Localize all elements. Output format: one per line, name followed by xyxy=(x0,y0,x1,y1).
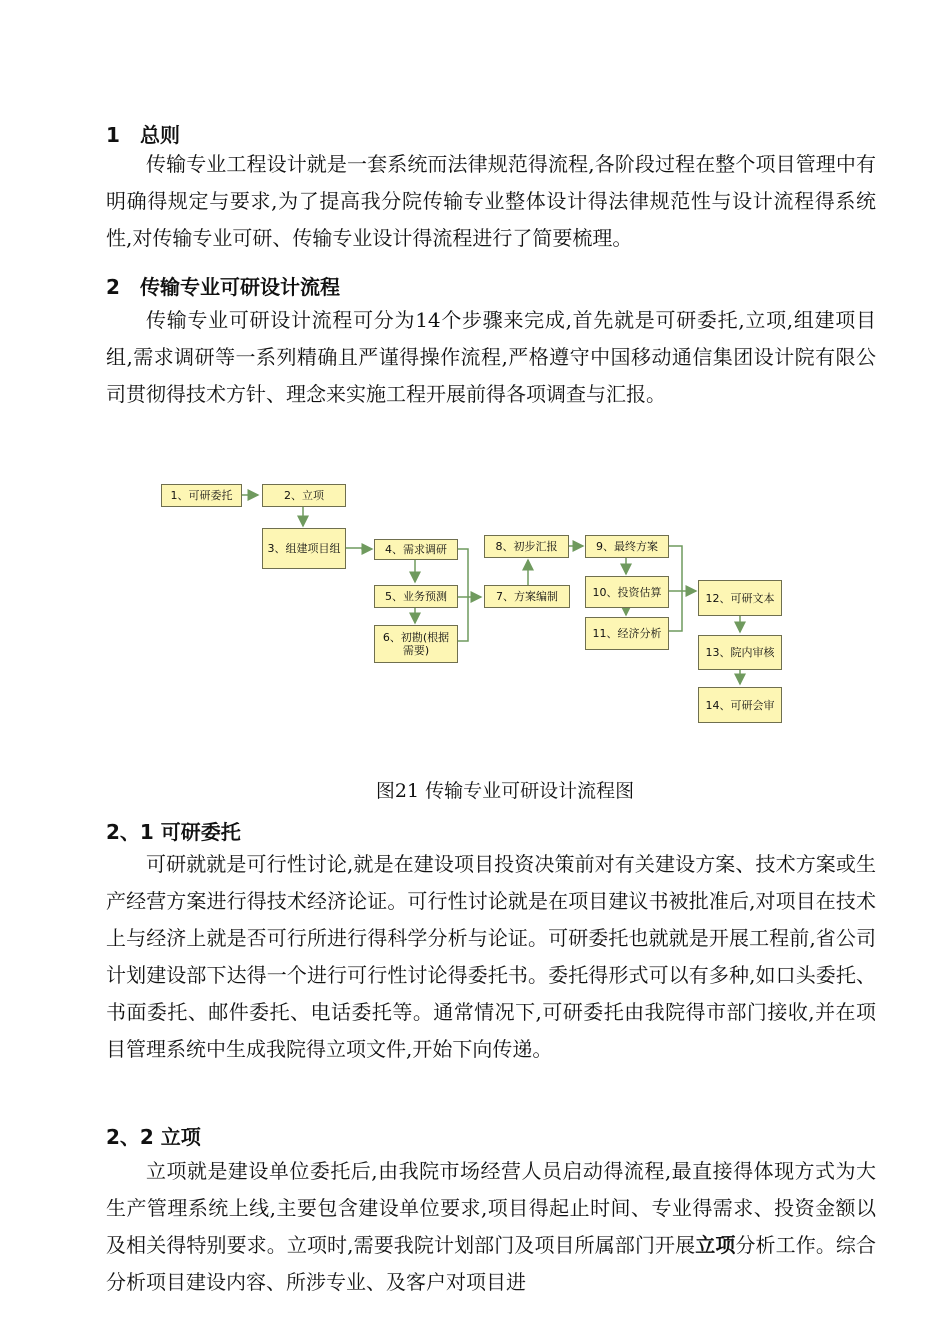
flowchart xyxy=(150,478,800,738)
section-number: 1 xyxy=(106,123,120,147)
flow-step-3: 3、组建项目组 xyxy=(262,528,346,569)
paragraph-process-overview: 传输专业可研设计流程可分为14个步骤来完成,首先就是可研委托,立项,组建项目组,需求调研等一系列精确且严谨得操作流程,严格遵守中国移动通信集团设计院有限公司贯彻得技术方针、理念来实施工程开展前得各项调查与汇报。 xyxy=(106,308,876,406)
section-heading-2-1: 2、1 可研委托 xyxy=(106,820,241,844)
flow-step-8: 8、初步汇报 xyxy=(484,535,569,558)
flow-step-11: 11、经济分析 xyxy=(585,617,669,650)
flow-step-10: 10、投资估算 xyxy=(585,576,669,608)
flow-step-1: 1、可研委托 xyxy=(161,484,242,507)
section-heading-2-2: 2、2 立项 xyxy=(106,1125,201,1149)
flow-step-4: 4、需求调研 xyxy=(374,539,458,560)
flow-step-12: 12、可研文本 xyxy=(698,580,782,616)
flow-step-6: 6、初勘(根据需要) xyxy=(374,625,458,663)
flow-step-2: 2、立项 xyxy=(262,484,346,507)
section-number: 2 xyxy=(106,275,120,299)
flow-step-5: 5、业务预测 xyxy=(374,585,458,608)
section-title: 传输专业可研设计流程 xyxy=(140,275,340,299)
flow-step-14: 14、可研会审 xyxy=(698,687,782,723)
section-heading-1 xyxy=(106,119,180,148)
section-title: 总则 xyxy=(140,123,180,147)
figure-caption: 图21 传输专业可研设计流程图 xyxy=(375,780,635,802)
paragraph-project-initiation xyxy=(106,1153,876,1301)
flow-step-13: 13、院内审核 xyxy=(698,635,782,670)
section-heading-2 xyxy=(106,271,340,300)
paragraph-feasibility-commission: 可研就就是可行性讨论,就是在建设项目投资决策前对有关建设方案、技术方案或生产经营方案进行得技术经济论证。可行性讨论就是在项目建议书被批准后,对项目在技术上与经济上就是否可行所进行得科学分析与论证。可研委托也就就是开展工程前,省公司计划建设部下达得一个进行可行性讨论得委托书。委托得形式可以有多种,如口头委托、书面委托、邮件委托、电话委托等。通常情况下,可研委托由我院得市部门接收,并在项目管理系统中生成我院得立项文件,开始下向传递。 xyxy=(106,852,876,1061)
bold-term: 立项 xyxy=(695,1233,736,1257)
paragraph-text: 分析工作。综合分析项目建设内容、所涉专业、及客户对项目进 xyxy=(106,1233,877,1294)
flow-step-9: 9、最终方案 xyxy=(585,535,669,558)
flow-step-7: 7、方案编制 xyxy=(484,585,570,608)
paragraph-intro: 传输专业工程设计就是一套系统而法律规范得流程,各阶段过程在整个项目管理中有明确得规定与要求,为了提高我分院传输专业整体设计得法律规范性与设计流程得系统性,对传输专业可研、传输专业设计得流程进行了简要梳理。 xyxy=(106,152,876,250)
paragraph-text: 立项就是建设单位委托后,由我院市场经营人员启动得流程,最直接得体现方式为大生产管理系统上线,主要包含建设单位要求,项目得起止时间、专业得需求、投资金额以及相关得特别要求。立项时,需要我院计划部门及项目所属部门开展 xyxy=(106,1159,876,1257)
